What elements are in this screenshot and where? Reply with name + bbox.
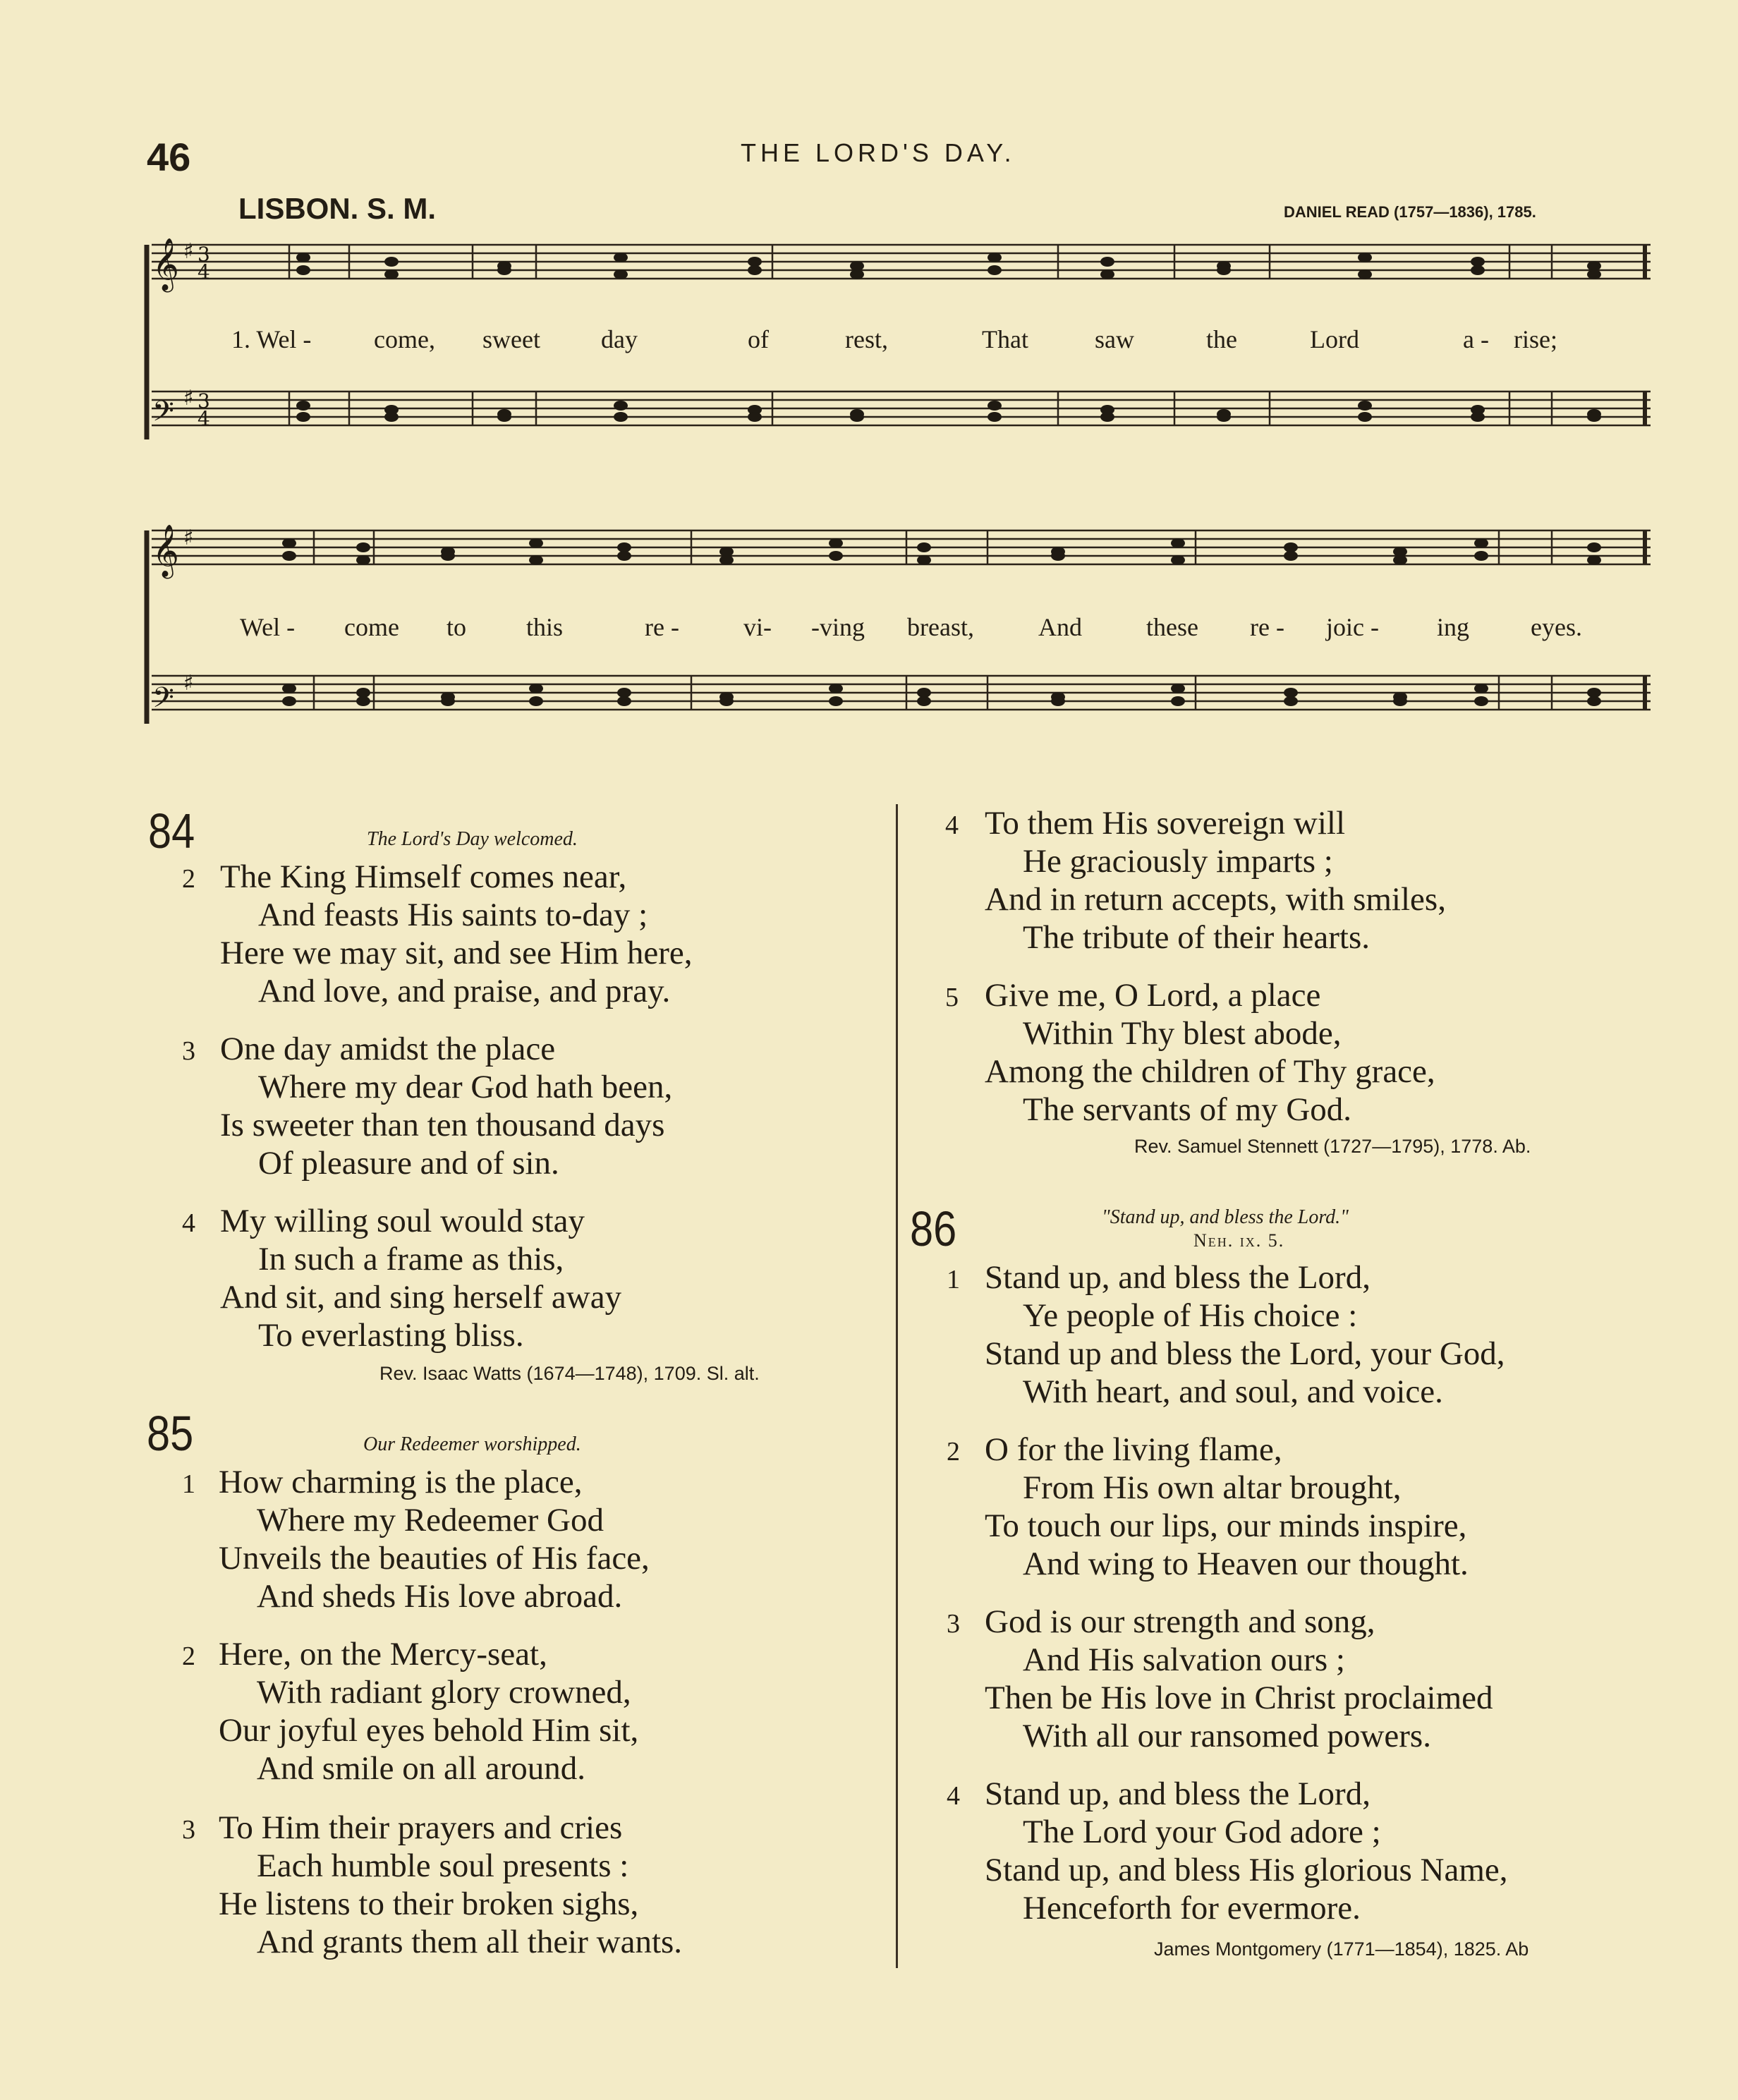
lyric-syllable: day <box>601 325 638 353</box>
hymn-line: Unveils the beauties of His face, <box>219 1540 650 1577</box>
hymn-title-84: The Lord's Day welcomed. <box>367 828 578 850</box>
hymn-line: Henceforth for evermore. <box>1023 1890 1361 1926</box>
hymn-line: And in return accepts, with smiles, <box>985 881 1446 918</box>
hymn-line: Where my dear God hath been, <box>258 1069 673 1105</box>
hymn-line: And smile on all around. <box>257 1750 586 1787</box>
hymn-line: Is sweeter than ten thousand days <box>220 1107 665 1143</box>
lyric-syllable: re - <box>645 613 679 641</box>
svg-text:♯: ♯ <box>183 526 194 550</box>
lyric-syllable: eyes. <box>1531 613 1582 641</box>
tune-composer: DANIEL READ (1757—1836), 1785. <box>1284 203 1536 221</box>
hymn-number-85: 85 <box>147 1406 194 1461</box>
hymn-line: One day amidst the place <box>220 1031 556 1067</box>
hymn-line: The Lord your God adore ; <box>1023 1814 1381 1850</box>
hymn-line: Stand up, and bless His glorious Name, <box>985 1852 1508 1888</box>
hymn-line: And sit, and sing herself away <box>220 1279 622 1316</box>
hymn-title-85: Our Redeemer worshipped. <box>363 1433 581 1455</box>
lyric-syllable: 1. Wel - <box>231 325 312 353</box>
hymn-line: Of pleasure and of sin. <box>258 1145 559 1182</box>
hymn-line: O for the living flame, <box>985 1431 1282 1468</box>
hymn-number-84: 84 <box>148 803 195 858</box>
hymn-line: Among the children of Thy grace, <box>985 1053 1435 1090</box>
lyric-syllable: of <box>748 325 769 353</box>
stanza-number: 3 <box>182 1036 195 1066</box>
lyric-syllable: Lord <box>1310 325 1359 353</box>
svg-text:𝄞: 𝄞 <box>152 238 179 291</box>
lyric-syllable: That <box>982 325 1028 353</box>
lyric-syllable: joic - <box>1326 613 1379 641</box>
lyric-syllable: ing <box>1437 613 1470 641</box>
lyric-syllable: sweet <box>482 325 540 353</box>
hymn-line: How charming is the place, <box>219 1464 583 1500</box>
stanza-number: 3 <box>947 1609 960 1639</box>
hymn-line: Stand up, and bless the Lord, <box>985 1776 1371 1812</box>
hymn-line: And feasts His saints to-day ; <box>258 897 648 933</box>
hymn-line: Within Thy blest abode, <box>1023 1015 1342 1052</box>
column-divider <box>896 804 898 1968</box>
hymn-title-86: "Stand up, and bless the Lord." <box>1102 1206 1349 1228</box>
hymn-line: Stand up, and bless the Lord, <box>985 1259 1371 1296</box>
hymn-85-attribution: Rev. Samuel Stennett (1727—1795), 1778. Ab. <box>1134 1136 1531 1157</box>
hymn-line: The tribute of their hearts. <box>1023 919 1371 956</box>
hymn-line: Each humble soul presents : <box>257 1847 629 1884</box>
tune-name: LISBON. S. M. <box>238 192 437 225</box>
lyric-syllable: vi- <box>743 613 772 641</box>
stanza-number: 2 <box>947 1437 960 1467</box>
music-score <box>141 226 1665 762</box>
stanza-number: 4 <box>945 811 959 840</box>
hymn-line: God is our strength and song, <box>985 1603 1375 1640</box>
lyric-syllable: the <box>1206 325 1237 353</box>
lyric-syllable: this <box>526 613 564 641</box>
hymn-line: To them His sovereign will <box>985 805 1346 842</box>
hymn-line: My willing soul would stay <box>220 1203 585 1239</box>
lyric-syllable: And <box>1038 613 1082 641</box>
lyric-syllable: breast, <box>907 613 974 641</box>
lyric-syllable: come <box>344 613 399 641</box>
hymn-line: In such a frame as this, <box>258 1241 564 1277</box>
stanza-number: 1 <box>947 1265 960 1294</box>
lyric-syllable: come, <box>374 325 435 353</box>
page-number: 46 <box>147 135 191 179</box>
hymn-line: And love, and praise, and pray. <box>258 973 671 1009</box>
hymn-line: The servants of my God. <box>1023 1091 1351 1128</box>
hymn-line: Stand up and bless the Lord, your God, <box>985 1335 1505 1372</box>
lyric-syllable: a - <box>1463 325 1489 353</box>
hymn-line: He listens to their broken sighs, <box>219 1886 639 1922</box>
lyric-syllable: re - <box>1250 613 1284 641</box>
svg-text:♯: ♯ <box>183 239 194 264</box>
lyric-syllable: these <box>1146 613 1198 641</box>
stanza-number: 1 <box>182 1469 195 1499</box>
lyric-syllable: Wel - <box>240 613 296 641</box>
hymn-line: Here, on the Mercy-seat, <box>219 1636 547 1673</box>
lyric-syllable: rest, <box>845 325 888 353</box>
svg-text:3: 3 <box>198 243 210 266</box>
svg-text:4: 4 <box>198 260 210 284</box>
hymn-line: Our joyful eyes behold Him sit, <box>219 1712 639 1749</box>
hymn-line: And wing to Heaven our thought. <box>1023 1546 1469 1582</box>
lyric-syllable: rise; <box>1514 325 1557 353</box>
stanza-number: 3 <box>182 1815 195 1845</box>
lyric-syllable: saw <box>1095 325 1134 353</box>
hymn-line: To touch our lips, our minds inspire, <box>985 1507 1467 1544</box>
hymn-line: To everlasting bliss. <box>258 1317 524 1354</box>
hymn-line: And sheds His love abroad. <box>257 1578 623 1615</box>
hymn-line: Give me, O Lord, a place <box>985 977 1321 1014</box>
hymn-line: With heart, and soul, and voice. <box>1023 1373 1443 1410</box>
hymn-line: And grants them all their wants. <box>257 1924 683 1960</box>
hymn-line: And His salvation ours ; <box>1023 1641 1345 1678</box>
hymn-84-attribution: Rev. Isaac Watts (1674—1748), 1709. Sl. alt. <box>379 1363 760 1384</box>
hymn-line: The King Himself comes near, <box>220 858 627 895</box>
svg-text:4: 4 <box>198 407 210 430</box>
hymn-86-reference: Neh. ix. 5. <box>1193 1230 1285 1251</box>
hymn-line: With all our ransomed powers. <box>1023 1718 1431 1754</box>
lyric-syllable: to <box>446 613 467 641</box>
svg-text:♯: ♯ <box>183 386 194 411</box>
stanza-number: 5 <box>945 983 959 1012</box>
stanza-number: 2 <box>182 864 195 894</box>
hymn-line: He graciously imparts ; <box>1023 843 1333 880</box>
stanza-number: 2 <box>182 1641 195 1671</box>
hymn-line: From His own altar brought, <box>1023 1469 1402 1506</box>
hymn-number-86: 86 <box>910 1201 957 1256</box>
lyric-syllable: -ving <box>811 613 865 641</box>
hymn-line: Ye people of His choice : <box>1023 1297 1358 1334</box>
svg-text:𝄢: 𝄢 <box>152 681 174 721</box>
hymn-line: Then be His love in Christ proclaimed <box>985 1680 1493 1716</box>
hymn-line: To Him their prayers and cries <box>219 1809 623 1846</box>
svg-text:3: 3 <box>198 389 210 413</box>
running-head: THE LORD'S DAY. <box>741 138 1016 167</box>
hymn-86-attribution: James Montgomery (1771—1854), 1825. Ab <box>1154 1938 1529 1960</box>
svg-text:♯: ♯ <box>183 671 194 696</box>
hymn-line: Here we may sit, and see Him here, <box>220 935 693 971</box>
svg-text:𝄞: 𝄞 <box>152 525 179 577</box>
svg-text:𝄢: 𝄢 <box>152 395 174 435</box>
hymn-line: With radiant glory crowned, <box>257 1674 631 1711</box>
hymn-line: Where my Redeemer God <box>257 1502 604 1538</box>
stanza-number: 4 <box>947 1781 960 1811</box>
stanza-number: 4 <box>182 1208 195 1238</box>
